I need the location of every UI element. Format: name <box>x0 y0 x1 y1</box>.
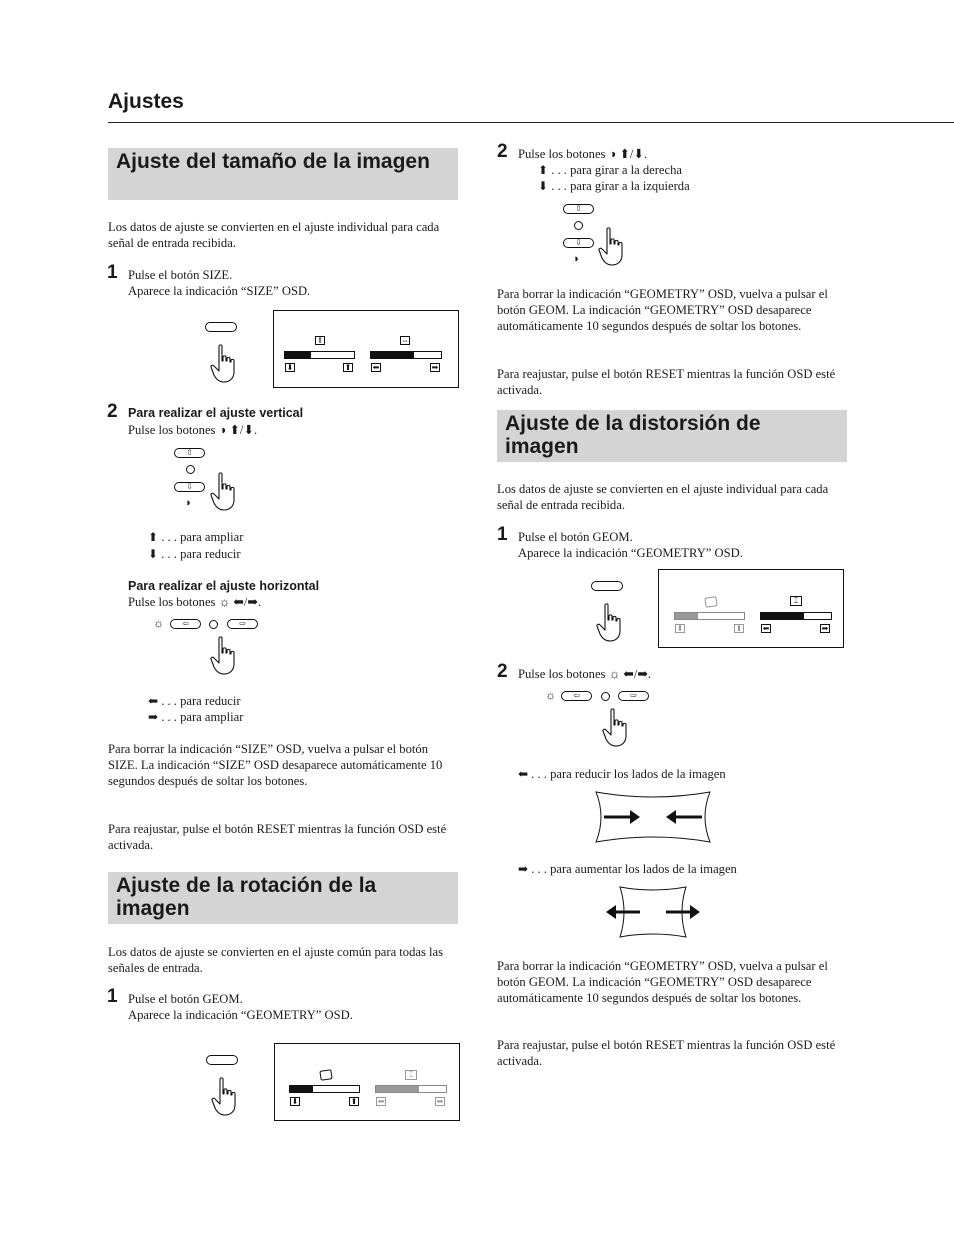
up-arrow-icon: ⬆ <box>148 530 159 544</box>
size-button[interactable] <box>205 322 237 332</box>
down-button[interactable]: ⇩ <box>174 482 205 492</box>
increase-sides-label: . . . para aumentar los lados de la imagen <box>528 862 737 876</box>
vertical-adjust-instruction: Pulse los botones ◑ ⬆/⬇. <box>128 423 258 437</box>
right-arrow-icon: ➡ <box>436 1097 444 1106</box>
left-arrow-icon: ⬅ <box>372 363 380 372</box>
rotation-bar <box>674 612 745 620</box>
up-arrow-icon: ⬆ <box>538 163 549 177</box>
pincushion-icon: ⌶ <box>790 596 802 606</box>
joystick-center <box>601 692 610 701</box>
reduce-sides-text <box>518 766 726 782</box>
right-button[interactable]: ⇨ <box>618 691 649 701</box>
rotation-icon <box>319 1069 332 1081</box>
pointing-hand-icon <box>602 708 632 748</box>
rotation-step2-instruction: Pulse los botones ◑ ⬆/⬇. <box>518 147 648 161</box>
pointing-hand-icon <box>210 636 240 676</box>
rotate-right-label: . . . para girar a la derecha <box>548 163 682 177</box>
left-arrow-icon: ⬅ <box>148 694 159 708</box>
vertical-adjust-heading: Para realizar el ajuste vertical <box>128 406 304 420</box>
size-osd <box>273 310 459 388</box>
up-arrow-icon: ⬆ <box>350 1097 358 1106</box>
step-number: 1 <box>497 524 508 545</box>
step-number: 2 <box>497 661 508 682</box>
up-arrow-label: . . . para ampliar <box>158 530 244 544</box>
down-arrow-icon: ⬇ <box>538 179 549 193</box>
distortion-step1-line2: Aparece la indicación “GEOMETRY” OSD. <box>518 546 743 560</box>
pointing-hand-icon <box>211 1077 241 1117</box>
left-arrow-icon: ⬅ <box>518 767 529 781</box>
left-button[interactable]: ⇦ <box>561 691 592 701</box>
size-intro: Los datos de ajuste se convierten en el ajuste individual para cada señal de entrada recibida. <box>108 220 440 250</box>
geom-button[interactable] <box>591 581 623 591</box>
step-number: 2 <box>497 141 508 162</box>
rotation-bar <box>289 1085 360 1093</box>
down-arrow-icon: ⬇ <box>291 1097 299 1106</box>
down-arrow-icon: ⬇ <box>676 624 684 633</box>
size-step1-line1: Pulse el botón SIZE. <box>128 268 233 282</box>
brightness-icon: ☼ <box>545 688 556 702</box>
rotation-clear-paragraph: Para borrar la indicación “GEOMETRY” OSD, vuelva a pulsar el botón GEOM. La indicación “GEOMETRY” OSD desaparece automáticamente 10 segundos después de soltar los botones. <box>497 287 828 333</box>
size-step1-line2: Aparece la indicación “SIZE” OSD. <box>128 284 311 298</box>
up-button[interactable]: ⇧ <box>563 204 594 214</box>
pointing-hand-icon <box>210 472 240 512</box>
header-rule <box>108 122 954 123</box>
pincushion-bar <box>760 612 832 620</box>
joystick-center <box>209 620 218 629</box>
left-button[interactable]: ⇦ <box>170 619 201 629</box>
reduce-sides-label: . . . para reducir los lados de la imagen <box>528 767 726 781</box>
distortion-step1-line1: Pulse el botón GEOM. <box>518 530 633 544</box>
pincushion-bar <box>375 1085 447 1093</box>
section-heading-size: Ajuste del tamaño de la imagen <box>108 148 458 200</box>
distortion-intro: Los datos de ajuste se convierten en el ajuste individual para cada señal de entrada recibida. <box>497 482 829 512</box>
pointing-hand-icon <box>598 227 628 267</box>
section-heading-distortion: Ajuste de la distorsión de imagen <box>497 410 847 462</box>
distortion-reset-paragraph: Para reajustar, pulse el botón RESET mientras la función OSD esté activada. <box>497 1038 836 1068</box>
rotation-step1-line1: Pulse el botón GEOM. <box>128 992 243 1006</box>
left-arrow-icon: ⬅ <box>762 624 770 633</box>
geom-button[interactable] <box>206 1055 238 1065</box>
size-reset-paragraph: Para reajustar, pulse el botón RESET mientras la función OSD esté activada. <box>108 822 447 852</box>
size-clear-paragraph: Para borrar la indicación “SIZE” OSD, vuelva a pulsar el botón SIZE. La indicación “SIZE” OSD desaparece automáticamente 10 segundos después de soltar los botones. <box>108 742 443 788</box>
geometry-osd-rotation <box>274 1043 460 1121</box>
up-button[interactable]: ⇧ <box>174 448 205 458</box>
page-title: Ajustes <box>108 90 184 113</box>
horizontal-size-bar <box>370 351 442 359</box>
rotation-intro: Los datos de ajuste se convierten en el ajuste común para todas las señales de entrada. <box>108 945 444 975</box>
pincushion-distortion-diagram <box>600 883 706 941</box>
left-arrow-text <box>148 693 241 709</box>
vertical-size-icon: ⇕ <box>316 336 324 345</box>
rotate-left-label: . . . para girar a la izquierda <box>548 179 690 193</box>
right-arrow-icon: ➡ <box>431 363 439 372</box>
horizontal-size-icon: ⇔ <box>401 336 409 345</box>
step-number: 1 <box>107 262 118 283</box>
pointing-hand-icon <box>210 344 240 384</box>
step-number: 1 <box>107 986 118 1007</box>
rotation-icon <box>704 596 717 608</box>
vertical-size-bar <box>284 351 355 359</box>
right-arrow-icon: ➡ <box>518 862 529 876</box>
joystick-center <box>186 465 195 474</box>
down-arrow-icon: ⬇ <box>148 547 159 561</box>
pincushion-icon: ⌶ <box>405 1070 417 1080</box>
pointing-hand-icon <box>596 603 626 643</box>
rotation-step1-line2: Aparece la indicación “GEOMETRY” OSD. <box>128 1008 353 1022</box>
left-arrow-label: . . . para reducir <box>158 694 241 708</box>
down-arrow-icon: ⬇ <box>286 363 294 372</box>
down-arrow-text <box>148 546 241 562</box>
right-arrow-text <box>148 709 243 725</box>
up-arrow-text <box>148 529 243 545</box>
contrast-icon: ◑ <box>572 253 579 265</box>
up-arrow-icon: ⬆ <box>344 363 352 372</box>
brightness-icon: ☼ <box>153 616 164 630</box>
right-arrow-icon: ➡ <box>821 624 829 633</box>
step-number: 2 <box>107 401 118 422</box>
right-arrow-icon: ➡ <box>148 710 159 724</box>
distortion-clear-paragraph: Para borrar la indicación “GEOMETRY” OSD, vuelva a pulsar el botón GEOM. La indicación “GEOMETRY” OSD desaparece automáticamente 10 segundos después de soltar los botones. <box>497 959 828 1005</box>
increase-sides-text <box>518 861 737 877</box>
rotation-reset-paragraph: Para reajustar, pulse el botón RESET mientras la función OSD esté activada. <box>497 367 836 397</box>
down-arrow-label: . . . para reducir <box>158 547 241 561</box>
joystick-center <box>574 221 583 230</box>
down-button[interactable]: ⇩ <box>563 238 594 248</box>
geometry-osd-distortion <box>658 569 844 648</box>
contrast-icon: ◑ <box>184 497 191 509</box>
up-arrow-icon: ⬆ <box>735 624 743 633</box>
rotate-right-text <box>538 162 682 178</box>
distortion-step2-instruction: Pulse los botones ☼ ⬅/➡. <box>518 667 652 681</box>
right-button[interactable]: ⇨ <box>227 619 258 629</box>
rotate-left-text <box>538 178 690 194</box>
horizontal-adjust-heading: Para realizar el ajuste horizontal <box>128 579 320 593</box>
barrel-distortion-diagram <box>590 788 716 846</box>
left-arrow-icon: ⬅ <box>377 1097 385 1106</box>
horizontal-adjust-instruction: Pulse los botones ☼ ⬅/➡. <box>128 595 262 609</box>
section-heading-rotation: Ajuste de la rotación de la imagen <box>108 872 458 924</box>
right-arrow-label: . . . para ampliar <box>158 710 244 724</box>
